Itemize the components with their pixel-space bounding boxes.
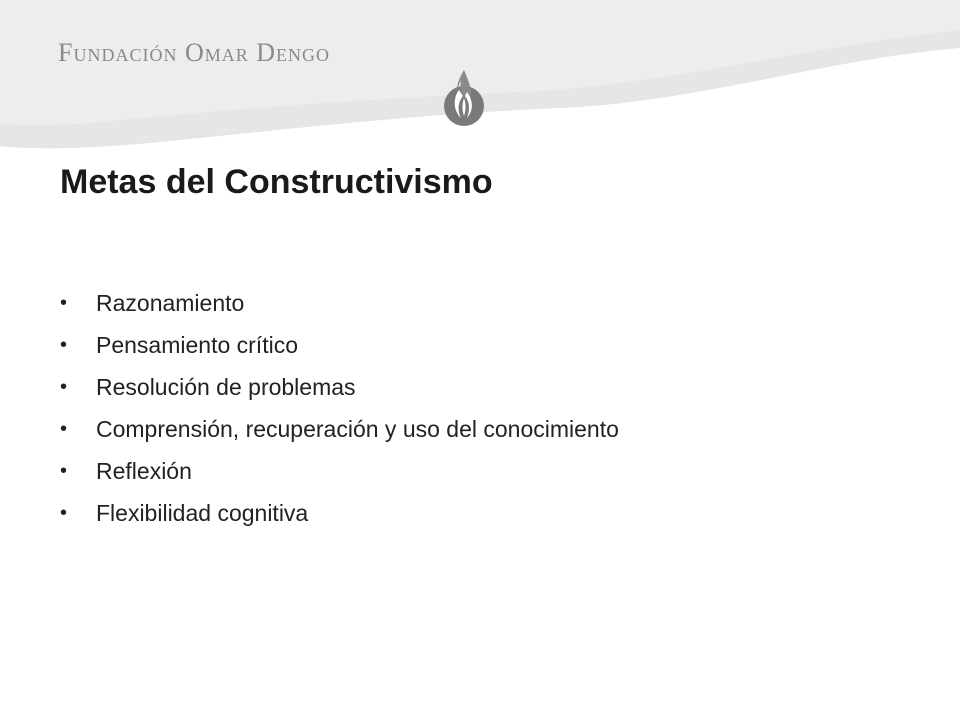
bullet-icon: • bbox=[60, 292, 68, 314]
bullet-item bbox=[60, 372, 620, 403]
bullet-item bbox=[60, 288, 620, 319]
bullet-text: Reflexión bbox=[96, 458, 192, 484]
bullet-text: Resolución de problemas bbox=[96, 374, 356, 400]
bullet-list bbox=[60, 288, 620, 540]
organization-name: Fundación Omar Dengo bbox=[58, 38, 331, 67]
bullet-item bbox=[60, 498, 620, 529]
bullet-icon: • bbox=[60, 334, 68, 356]
bullet-text: Comprensión, recuperación y uso del conocimiento bbox=[96, 416, 619, 442]
flame-icon bbox=[437, 62, 491, 128]
slide-title: Metas del Constructivismo bbox=[60, 163, 493, 201]
bullet-item bbox=[60, 414, 620, 445]
bullet-text: Razonamiento bbox=[96, 290, 245, 316]
bullet-item bbox=[60, 456, 620, 487]
bullet-icon: • bbox=[60, 460, 68, 482]
bullet-item bbox=[60, 330, 620, 361]
bullet-icon: • bbox=[60, 418, 68, 440]
bullet-text: Flexibilidad cognitiva bbox=[96, 500, 309, 526]
bullet-text: Pensamiento crítico bbox=[96, 332, 298, 358]
bullet-icon: • bbox=[60, 376, 68, 398]
bullet-icon: • bbox=[60, 502, 68, 524]
